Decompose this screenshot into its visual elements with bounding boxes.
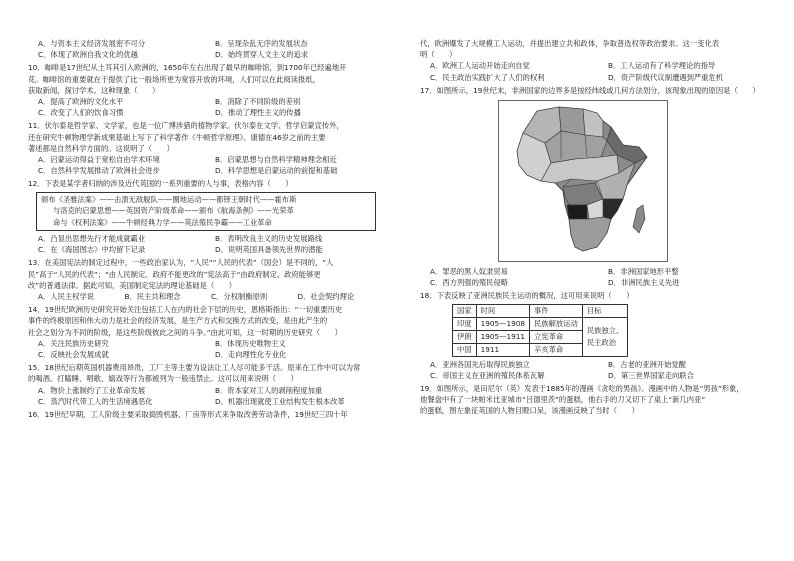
q18-table: [452, 304, 628, 357]
q10-option-b: B．消除了不同阶级的差别: [215, 97, 301, 107]
question-13: [28, 257, 384, 302]
q18-option-a: A．亚洲各国先后取得民族独立: [430, 359, 530, 369]
question-19: [420, 383, 778, 417]
table-cell: 1911: [476, 343, 529, 356]
q9-option-d: D．始终贯穿人文主义的追求: [215, 50, 309, 60]
q9-options: [28, 38, 384, 60]
table-goal-line: 民族独立、: [586, 326, 624, 336]
q13-option-a: A．人民主权学说: [38, 292, 95, 302]
question-18: [420, 290, 778, 381]
table-cell: 中国: [453, 343, 477, 356]
table-cell: 印度: [453, 317, 477, 330]
q11-option-d: D．科学思想是启蒙运动的前提和基础: [215, 166, 338, 176]
q9-option-c: C．体现了欧洲自我文化的优越: [38, 50, 138, 60]
q11-option-a: A．启蒙运动得益于宽松自由学术环境: [38, 155, 160, 165]
q17-stem-line: 17．如图所示，19世纪末，非洲国家的边界多是按经纬线或几何方法划分，该现象出现的原因是（ ）: [420, 85, 760, 95]
q11-option-c: C．自然科学发展推动了欧洲社会进步: [38, 166, 160, 176]
q13-stem-line: 改”的普通法律。据此可知，美国制定宪法的理论基础是（ ）: [28, 280, 237, 290]
question-12: [28, 178, 384, 255]
africa-map-graphic: [499, 101, 667, 261]
q18-option-d: D．第三世界国家走向联合: [608, 370, 694, 380]
q10-option-a: A．提高了欧洲的文化水平: [38, 97, 124, 107]
table-header-cell: 事件: [530, 304, 583, 317]
q12-chain-box: [36, 192, 376, 231]
table-header-cell: 目标: [582, 304, 627, 317]
q18-option-b: B．古老的亚洲开始觉醒: [608, 359, 686, 369]
region-angola: [567, 205, 587, 221]
q12-option-d: D．说明英国具备领先世界的潜能: [215, 245, 323, 255]
q13-option-c: C．分权制衡原则: [211, 292, 268, 302]
table-goal-line: 民主政治: [586, 337, 616, 347]
q16-continued-line: 代，欧洲爆发了大规模工人运动，并提出建立共和政体，争取普选权等政治要求。这一变化表: [420, 39, 720, 48]
q10-stem-line: 获取新闻，探讨学术。这种现象（ ）: [28, 85, 160, 95]
q10-option-c: C．改变了人们的饮食习惯: [38, 108, 124, 118]
left-column: [28, 38, 384, 420]
q14-stem-line: 14．19世纪欧洲历史研究开始关注包括工人在内的社会下层的历史，恩格斯指出：“一切重要历史: [28, 305, 343, 315]
table-cell: 立宪革命: [530, 330, 583, 343]
q17-option-c: C．西方列强的殖民侵略: [430, 278, 509, 288]
q14-option-d: D．走向理性化专业化: [215, 350, 287, 360]
q15-option-d: D．机器出现就使工业结构发生根本改革: [215, 396, 345, 406]
right-column: [420, 38, 778, 417]
q12-option-b: B．表明改良主义的历史发展路线: [215, 234, 323, 244]
q16-continued-line: 明（ ）: [420, 50, 457, 60]
q14-option-c: C．反映社会发展成就: [38, 350, 109, 360]
q13-stem-line: 13．在美国宪法的制定过程中，一些政治家认为，“人民”“人民的代表”（国会）是不同的，“人: [28, 258, 334, 268]
table-cell: 1905—1911: [476, 330, 529, 343]
q16-option-b: B．工人运动有了科学理论的指导: [608, 61, 716, 71]
region-egypt: [583, 109, 603, 137]
region-madagascar: [633, 205, 645, 233]
q10-option-d: D．推动了理性主义的传播: [215, 108, 301, 118]
table-header-cell: 时间: [476, 304, 529, 317]
table-row: [453, 317, 628, 330]
table-cell: 民族解放运动: [530, 317, 583, 330]
q15-stem-line: 的喝酒、打瞌睡、唱歌、嬉戏等行为都被列为一般违禁止。这可以用来说明（ ）: [28, 374, 298, 384]
table-header-row: [453, 304, 628, 317]
q18-option-c: C．帝国主义在亚洲的殖民体系瓦解: [430, 370, 545, 380]
q12-chain-line: 与洛克的启蒙思想——英国资产阶级革命——颁布《航海条例》——光荣革: [53, 206, 294, 216]
q15-option-c: C．蒸汽时代带工人的生活境遇恶化: [38, 396, 153, 406]
q17-option-a: A．罪恶的黑人奴隶贸易: [430, 267, 508, 277]
q16-option-d: D．资产阶级代议制遭遇到严重危机: [608, 72, 724, 82]
q17-option-b: B．非洲国家地形平整: [608, 267, 679, 277]
q14-option-a: A．关注民族历史研究: [38, 338, 109, 348]
table-header-cell: 国家: [453, 304, 477, 317]
q12-option-a: A．凸显出思想先行才能成就霸业: [38, 234, 146, 244]
table-cell: 伊朗: [453, 330, 477, 343]
africa-map: [498, 100, 668, 262]
q14-stem-line: 社会之划分为不同的阶级，是这些阶级彼此之间的斗争。”由此可知，这一时期的历史研究（ ）: [28, 327, 342, 337]
q15-option-b: B．资本家对工人的剥削程度加重: [215, 385, 323, 395]
table-cell: 1905—1908: [476, 317, 529, 330]
question-11: [28, 120, 384, 176]
q15-stem-line: 15．18世纪后期英国机器费用昂贵，工厂主等主要为设法让工人尽可能多干活。原来在工作中可以为常: [28, 363, 361, 373]
q14-stem-line: 事件的终极原因和伟大动力是社会的经济发展，是生产方式和交换方式的改变，是由此产生的: [28, 316, 328, 326]
q16-option-c: C．民主政治实践扩大了人们的权利: [430, 72, 545, 82]
table-cell: 辛亥革命: [530, 343, 583, 356]
q9-option-b: B．呈现杂乱无序的发展状态: [215, 39, 308, 48]
q10-stem-line: 10．咖啡是17世纪从土耳其引入欧洲的，1650年左右出现了最早的咖啡馆，到1700年已经遍地开: [28, 63, 347, 73]
region-mozambique: [603, 199, 623, 219]
question-15: [28, 362, 384, 407]
q11-stem-line: 著述都是自然科学方面的。这说明了（ ）: [28, 143, 174, 153]
q15-option-a: A．物价上涨制约了工业革命发展: [38, 385, 146, 395]
q13-option-b: B．民主共和理念: [124, 292, 181, 302]
question-17: [420, 85, 778, 289]
q10-stem-line: 花。咖啡馆的重要就在于提供了比一般场所更为宽容开放的环境，人们可以在此阅读报纸，: [28, 74, 320, 84]
region-south: [569, 217, 611, 251]
q19-stem-line: 的蛋糕，图左象征英国的人物目瞪口呆，该漫画反映了当时（ ）: [420, 406, 639, 416]
table-goal-cell: [582, 317, 627, 356]
q12-chain-line: 颁布《圣雅法案》——击溃无敌舰队——圈地运动——都铎王朝时代——霍布斯: [41, 194, 297, 204]
q16-stem-line: 16．19世纪早期，工人阶级主要采取捣毁机器、厂房等形式来争取改善劳动条件，19世纪三四十年: [28, 410, 348, 420]
q13-stem-line: 民”高于“人民的代表”；“由人民制定、政府不能更改的”宪法高于“由政府制定、政府能够更: [28, 269, 321, 279]
q11-option-b: B．启蒙思想与自然科学精神理念相近: [215, 155, 337, 165]
q12-option-c: C．在《海国图志》中均留下记录: [38, 245, 146, 255]
question-14: [28, 304, 384, 360]
question-10: [28, 62, 384, 118]
region-north-central: [559, 107, 585, 135]
q14-option-b: B．体现历史唯物主义: [215, 338, 286, 348]
q16-option-a: A．欧洲工人运动开始走向自觉: [430, 61, 530, 71]
q11-stem-line: 还在研究牛顿物理学新成果基础上写下了科学著作《牛顿哲学原理》。康德在46岁之前的主要: [28, 132, 326, 142]
q13-option-d: D．社会契约理论: [297, 292, 355, 302]
q12-stem-line: 12．下表是某学者归纳的涉及近代英国的一系列重要的人与事，表格内容（ ）: [28, 179, 293, 189]
q17-option-d: D．非洲民族主义先进: [608, 278, 680, 288]
q11-stem-line: 11．伏尔泰是哲学家、文学家，也是一位广博涉猎的植物学家。伏尔泰在文学、哲学启蒙宣传外，: [28, 121, 344, 131]
q19-stem-line: 他餐盘中有了一块帕米比亚城市“吕德里茨”的蛋糕，他右手的刀又切下了桌上“新几内亚”: [420, 395, 706, 405]
q19-stem-line: 19．如图所示，是田尼尔（英）发表于1885年的漫画《贪吃的男孩》。漫画中的人物是“男孩”形象，: [420, 384, 744, 394]
q18-stem-line: 18．下表反映了亚洲民族民主运动的概况，这可用来说明（ ）: [420, 291, 634, 301]
question-16: [28, 409, 384, 420]
q9-option-a: A．与资本主义经济发展密不可分: [38, 39, 146, 48]
q12-chain-line: 命与《权利法案》——牛顿经典力学——英法殖民争霸——工业革命: [53, 218, 272, 228]
